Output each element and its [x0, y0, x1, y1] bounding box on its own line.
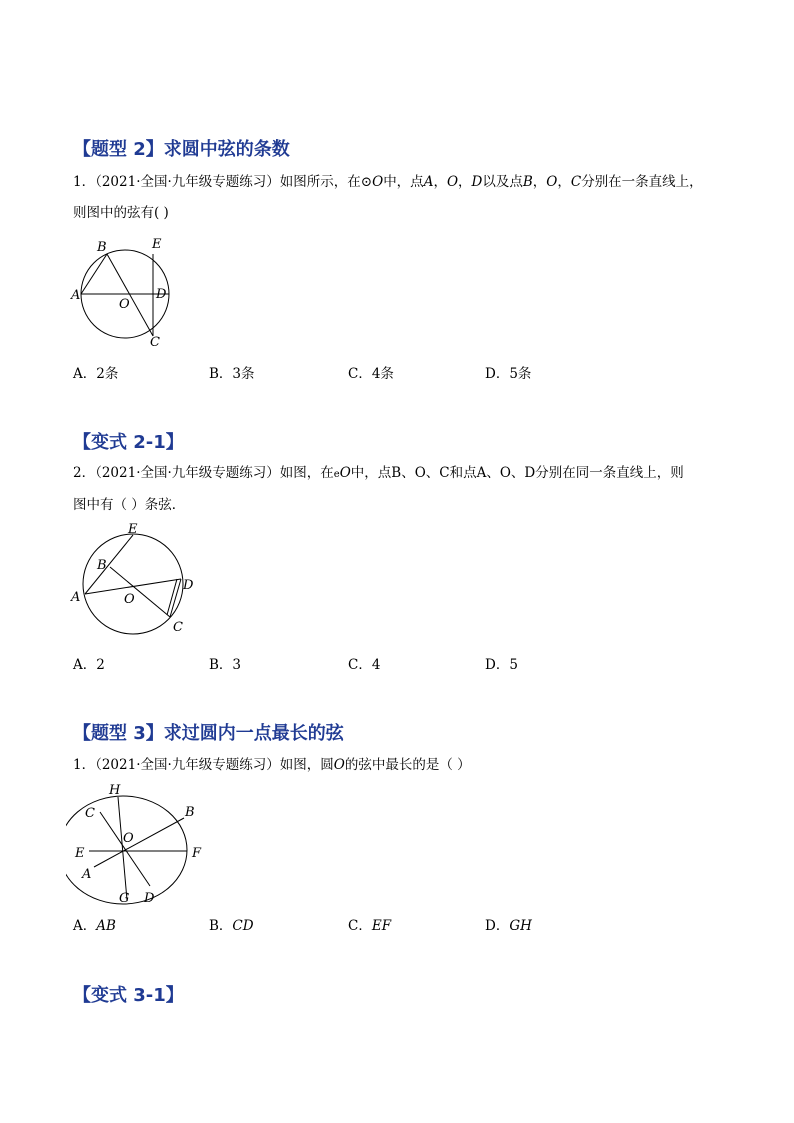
question-text-part: 如图所示，在⊙	[279, 174, 373, 190]
circle-symbol: e	[333, 469, 340, 480]
option-text: 4	[371, 657, 381, 673]
option-letter: A．	[73, 918, 97, 934]
question-text-part: 的弦中最长的是（ ）	[344, 757, 471, 773]
label-d: D	[144, 891, 155, 906]
option-text: 5条	[509, 366, 532, 382]
option-c[interactable]	[348, 914, 391, 934]
label-g: G	[119, 891, 130, 906]
section-heading: 【题型 3】求过圆内一点最长的弦	[73, 723, 344, 744]
label-d: D	[156, 287, 167, 302]
math-var: O	[339, 465, 351, 481]
section-heading: 【题型 2】求圆中弦的条数	[73, 139, 290, 160]
label-a: A	[82, 867, 92, 882]
math-var: O	[446, 174, 459, 190]
option-b[interactable]	[209, 653, 241, 673]
circle	[83, 534, 183, 634]
label-e: E	[152, 237, 162, 252]
label-a: A	[71, 590, 81, 605]
option-d[interactable]	[485, 362, 531, 382]
option-letter: B．	[209, 366, 233, 382]
option-text: CD	[232, 918, 254, 934]
math-var: O	[333, 757, 345, 773]
segment-ab	[81, 254, 107, 294]
option-b[interactable]	[209, 362, 255, 382]
option-text: EF	[371, 918, 392, 934]
option-letter: D．	[485, 657, 510, 673]
math-var: O	[372, 174, 384, 190]
label-e: E	[128, 522, 138, 537]
chord-bc	[110, 567, 170, 617]
question-text-part: 以及点	[482, 174, 523, 190]
option-c[interactable]	[348, 653, 380, 673]
question-line: 图中有（ ）条弦．	[73, 497, 186, 513]
option-d[interactable]	[485, 914, 532, 934]
math-var: A	[423, 174, 434, 190]
option-text: 4条	[371, 366, 394, 382]
punct: ，	[433, 174, 447, 190]
option-text: 5	[509, 657, 518, 673]
option-letter: D．	[485, 366, 510, 382]
question-number: 1．	[73, 757, 96, 773]
chord-bc	[107, 254, 153, 336]
option-text: 2条	[96, 366, 119, 382]
option-letter: C．	[348, 657, 372, 673]
question-source: （2021·全国·九年级专题练习）	[95, 465, 280, 481]
option-text: 3	[232, 657, 242, 673]
punct: ，	[557, 174, 571, 190]
option-letter: C．	[348, 366, 372, 382]
question-text	[73, 750, 471, 781]
question-text-part: 如图，在	[279, 465, 334, 481]
option-a[interactable]	[73, 914, 116, 934]
question-text	[73, 458, 684, 521]
label-b: B	[97, 240, 107, 255]
question-number: 1．	[73, 174, 96, 190]
chord-ae	[85, 535, 133, 594]
math-var: D	[471, 174, 483, 190]
option-text: AB	[96, 918, 116, 934]
label-c: C	[85, 806, 95, 821]
section-heading: 【变式 3-1】	[73, 985, 184, 1006]
option-text: 2	[96, 657, 105, 673]
option-text: GH	[509, 918, 532, 934]
label-b: B	[185, 805, 195, 820]
option-letter: D．	[485, 918, 510, 934]
question-number: 2．	[73, 465, 96, 481]
punct: ，	[458, 174, 472, 190]
question-line: 则图中的弦有( )	[73, 205, 169, 221]
option-letter: B．	[209, 657, 233, 673]
label-a: A	[71, 288, 81, 303]
option-letter: B．	[209, 918, 233, 934]
label-e: E	[75, 846, 85, 861]
label-f: F	[192, 846, 202, 861]
option-d[interactable]	[485, 653, 518, 673]
label-o: O	[123, 831, 134, 846]
label-c: C	[150, 335, 160, 350]
math-var: O	[546, 174, 558, 190]
label-d: D	[183, 578, 194, 593]
question-source: （2021·全国·九年级专题练习）	[95, 757, 280, 773]
figure-circle-chords-2	[66, 522, 201, 642]
question-text-part: 如图，圆	[279, 757, 334, 773]
option-b[interactable]	[209, 914, 254, 934]
question-text-part: 中，点	[383, 174, 424, 190]
option-letter: A．	[73, 366, 97, 382]
question-text	[73, 167, 703, 229]
figure-circle-chords-1	[66, 232, 186, 350]
option-a[interactable]	[73, 653, 105, 673]
punct: ，	[532, 174, 547, 190]
option-text: 3条	[232, 366, 255, 382]
chord-gh	[118, 797, 127, 900]
section-heading: 【变式 2-1】	[73, 432, 184, 453]
question-source: （2021·全国·九年级专题练习）	[95, 174, 280, 190]
option-letter: C．	[348, 918, 372, 934]
math-var: B	[522, 174, 533, 190]
label-o: O	[124, 592, 135, 607]
option-letter: A．	[73, 657, 97, 673]
math-var: C	[570, 174, 582, 190]
option-c[interactable]	[348, 362, 394, 382]
question-text-part: 分别在一条直线上，	[581, 174, 703, 190]
figure-circle-chords-3	[66, 780, 216, 906]
label-c: C	[173, 620, 183, 635]
label-o: O	[119, 297, 130, 312]
question-text-part: 中，点B、O、C和点A、O、D分别在同一条直线上，则	[350, 465, 684, 481]
label-h: H	[109, 783, 121, 798]
label-b: B	[97, 558, 107, 573]
option-a[interactable]	[73, 362, 118, 382]
chord-ab	[94, 818, 184, 867]
